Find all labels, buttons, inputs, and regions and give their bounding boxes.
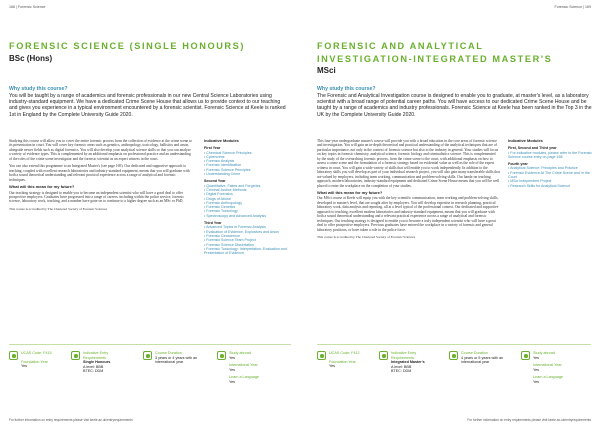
modules-heading: Indicative Modules [508, 138, 543, 143]
module-item: • Analytical Science: Principles and Practice [508, 166, 578, 171]
body-text [9, 139, 192, 214]
module-item: • Forensic Toxicology: Interpretation, Evaluation and Presentation of Evidence [204, 246, 287, 256]
ucas-icon [9, 351, 18, 360]
why-study-heading: Why study this course? [317, 86, 376, 92]
module-item: • Criminal Justice Methods [204, 187, 247, 192]
body-text [317, 139, 500, 243]
module-item: • Understanding Crime [204, 172, 241, 177]
module-item: • Drugs of Abuse [204, 196, 231, 201]
language-label: Learn a Language [533, 375, 563, 379]
course-title-line-1: FORENSIC AND ANALYTICAL [317, 41, 484, 51]
ucas-code: UCAS Code: F412 [329, 351, 360, 355]
intl-year-label: International Year [229, 363, 258, 367]
study-abroad-label: Study abroad [229, 351, 251, 355]
foundation-value: Yes [329, 364, 336, 368]
module-item: • Evaluation of Evidence, Explosives and Arson [204, 229, 280, 234]
module-item: • Research Skills for Analytical Science [508, 183, 571, 188]
duration-value: 4 years or 5 years with an international year [461, 355, 504, 364]
foundation-label: Foundation Year [329, 359, 356, 364]
ucas-code: UCAS Code: F415 [21, 351, 52, 355]
course-award: BSc (Hons) [9, 54, 53, 63]
module-item: • Digital Forensics [204, 192, 233, 197]
entry-btec: BTEC: DDM [83, 369, 104, 373]
body-paragraph: Studying this course will allow you to cover the entire forensic process from the collection of evidence at the crime scene to its presentation in court. You will cover key forensic areas such as genetics, anthropology, toxicology, ballistics and arson, alongside newer fields such as digital forensics. You will also develop your analytical science skills so that you can analyse a variety of evidence types. This is complemented by an additional emphasis on professional practice and an understanding of the roles of the crime scene investigator and the forensic scientist as an expert witness in the court. [9, 139, 192, 161]
intro-paragraph: The Forensic and Analytical Investigation course is designed to enable you to graduate, at master's level, as a laboratory scientist with a broad range of potential career paths. You will have access to our dedicated Crime Scene House and be taught by a range of academics and industry professionals. Forensic Science at Keele has been ranked in the Top 3 in the UK by the Complete University Guide 2020. [317, 93, 592, 118]
future-heading: What will this mean for my future? [317, 189, 383, 195]
module-list [204, 151, 290, 177]
language-value: Yes [533, 379, 540, 384]
module-item: • Forensic Anthropology [204, 200, 243, 205]
globe-icon [217, 351, 226, 360]
study-abroad-value: Yes [533, 355, 540, 360]
course-info-bar [317, 344, 591, 404]
duration-label: Course Duration [155, 351, 182, 355]
foundation-value: Yes [21, 364, 28, 368]
module-item: • Forensic Evidence At The Crime Scene and in the Court [508, 170, 590, 180]
clock-icon [143, 351, 152, 360]
why-study-heading: Why study this course? [9, 86, 68, 92]
year-heading: First, Second and Third year [508, 146, 557, 151]
module-list [508, 151, 592, 160]
course-award: MSci [317, 66, 336, 75]
entry-alevel: A level: BBB [83, 364, 104, 369]
body-paragraph: You can also extend this programme to an Integrated Master's (see page 169). Our dedicated and supportive approach to teaching, coupled with excellent research laboratories and industry-standard equipment, means that you will graduate with both a sound theoretical understanding and relevant practical experience across a range of analytical and forensic techniques. [9, 164, 190, 182]
intl-year-label: International Year [533, 363, 562, 367]
year-heading: Third Year [204, 221, 222, 226]
year-heading: Fourth year [508, 162, 528, 167]
indicative-modules [508, 139, 592, 188]
module-item: • Quantitative, Fakes and Forgeries [204, 183, 261, 188]
course-info-bar [9, 344, 291, 404]
intro-paragraph: You will be taught by a range of academics and forensic professionals in our new Central Science Laboratories using industry-standard equipment. We have a dedicated Crime Scene House that allows us to provide context to our teaching and gives you experience in a typical environment encountered by a forensic scientist. Forensic Science at Keele is ranked 1st in England by the Complete University Guide 2020. [9, 93, 286, 118]
module-item: • Forensic Analysis [204, 159, 235, 164]
language-value: Yes [229, 379, 236, 384]
study-abroad-value: Yes [229, 355, 236, 360]
entry-label: Indicative Entry Requirements [391, 351, 417, 360]
page-footer: For further information on entry requirements please visit keele.ac.uk/entryrequirements [467, 418, 591, 422]
language-label: Learn a Language [229, 375, 259, 379]
module-item: • Forensic Toxicology [204, 209, 238, 214]
entry-btec: BTEC: DDM [391, 369, 412, 373]
duration-value: 3 years or 4 years with an international year [155, 355, 198, 364]
accreditation-note: This course is accredited by The Chartered Society of Forensic Sciences [317, 235, 416, 240]
accreditation-note: This course is accredited by The Chartered Society of Forensic Sciences [9, 206, 108, 211]
module-item: • Forensic Science Principles [204, 167, 251, 172]
duration-label: Course Duration [461, 351, 488, 355]
page-header: Forensic Science | 169 [554, 5, 591, 9]
clock-icon [449, 351, 458, 360]
body-paragraph: Our teaching strategy is designed to enable you to become an independent scientist who will have a good deal to offer prospective employers. Graduates have progressed into a range of careers, including within the police service, forensic science, laboratory work, teaching, and a number have gone on to continue to a higher degree such as an MSc or PhD. [9, 190, 185, 204]
module-item: • Chemical Science Principles [204, 150, 252, 155]
module-item: • Spectroscopy and Advanced Analysis [204, 213, 266, 218]
future-heading: What will this mean for my future? [9, 184, 75, 190]
module-item: • Forensic Identification [204, 163, 242, 168]
module-item: • Forensic Geoscience [204, 233, 241, 238]
modules-heading: Indicative Modules [204, 138, 239, 143]
module-item: • Forensic Genetics [204, 205, 236, 210]
entry-type: Single Honours [83, 360, 111, 364]
body-paragraph: Our MSci course at Keele will equip you with the key scientific communication, team working and problem-solving skills, developed to master's level, that are sought after by employers. You will develop expertise in research planning, practical laboratory work, data analysis and reporting, all at a level typical of the professional context. Our dedicated and supportive approach to teaching, excellent modern laboratories and industry-standard equipment, means that you will graduate with both a sound theoretical understanding and a relevant practical experience across a range of analytical and forensic techniques. Our teaching strategy is designed to enable you to become a truly independent scientist who will have a great deal to offer prospective employers. Previous graduates have entered the workplace in a variety of forensic and general laboratory positions, or have taken a role in the police force. [317, 196, 499, 232]
entry-type: Integrated Master's [391, 360, 425, 364]
ucas-icon [317, 351, 326, 360]
module-item: • Cybercrime [204, 154, 225, 159]
module-list [204, 225, 290, 255]
module-item: • Forensic Science Dissertation [204, 242, 254, 247]
module-item: • For indicative modules, please refer to the Forensic Science course entry on page 168 [508, 150, 592, 159]
intl-year-value: Yes [533, 367, 540, 372]
page-header: 168 | Forensic Science [9, 5, 46, 9]
study-abroad-label: Study abroad [533, 351, 555, 355]
course-title: FORENSIC SCIENCE (SINGLE HONOURS) [9, 41, 246, 51]
foundation-label: Foundation Year [21, 359, 48, 364]
year-heading: First Year [204, 146, 221, 151]
module-item: • MSci Independent Project [508, 179, 552, 184]
indicative-modules [204, 139, 290, 255]
intl-year-value: Yes [229, 367, 236, 372]
module-item: • Forensic Science Team Project [204, 238, 256, 243]
globe-icon [521, 351, 530, 360]
module-list [508, 166, 592, 187]
course-title-line-2: INVESTIGATION-INTEGRATED MASTER'S [317, 54, 553, 64]
entry-label: Indicative Entry Requirements [83, 351, 109, 360]
entry-alevel: A level: BBB [391, 364, 412, 369]
page-footer: For further information on entry requirements please visit keele.ac.uk/entryrequirements [9, 418, 133, 422]
year-heading: Second Year [204, 179, 226, 184]
module-item: • Advanced Topics in Forensic Analysis [204, 225, 266, 230]
right-page [300, 0, 600, 428]
entry-requirements-icon [379, 351, 388, 360]
body-paragraph: This four-year undergraduate master's course will provide you with a broad education in the core areas of forensic science and investigation. You will gain an in-depth theoretical and practical understanding of the analytical techniques that are of particular importance, not only in the context of forensic science but also to the industry in general. Your studies will focus on key topics in forensic chemistry, analytical science, forensic biology and criminalistics science. This is complemented by the study of the overarching forensic process, from the crime scene to the court, with additional emphasis on how to assess a crime scene and the formulation of a forensic strategy based on evidential value as well as the role of the expert witness in court. You will gain a wide variety of skills that will enable you to work independently. In addition to the laboratory skills you will develop as part of your individual research project, you will also gain many transferable skills that are valued by employers, including team working, communication and problem-solving skills. Our hands-on teaching approach, modern laboratories, industry-standard equipment and dedicated Crime Scene House means that you will be well placed to enter the workplace on the completion of your studies. [317, 139, 500, 188]
module-list [204, 184, 290, 218]
entry-requirements-icon [71, 351, 80, 360]
